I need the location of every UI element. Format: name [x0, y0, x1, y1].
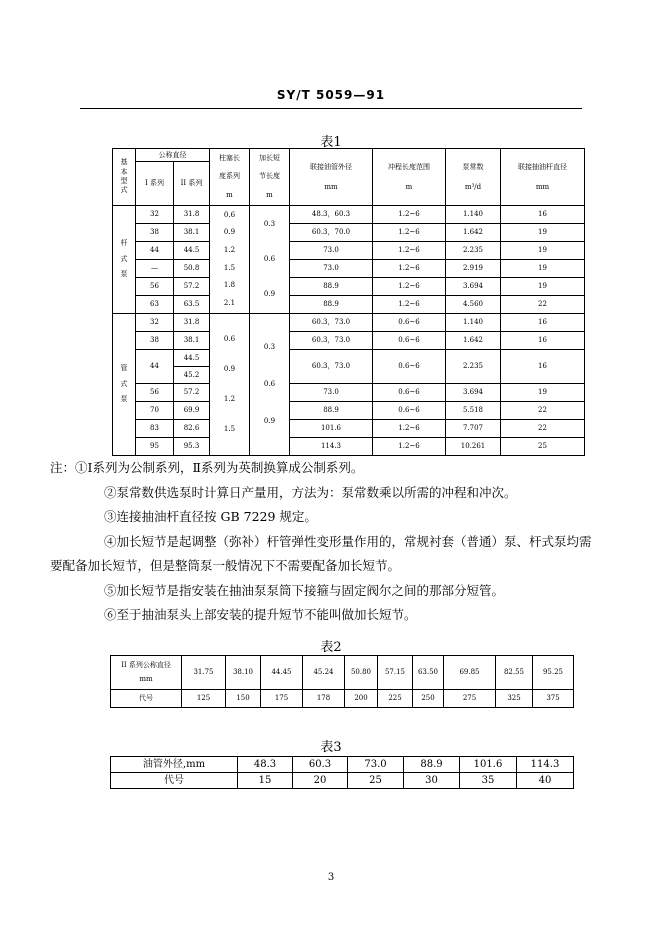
table3: [110, 756, 574, 789]
t1-head-plunger-length: 柱塞长 度系列 m: [210, 149, 250, 206]
table-row: 38 38.1 60.3，70.0 1.2~6 1.642 19: [113, 224, 585, 242]
header-rule: [80, 108, 582, 109]
t1-rod-extension-series: 0.3 0.6 0.9: [250, 206, 290, 314]
document-number: SY/T 5059—91: [276, 88, 386, 102]
t1-group-rod-label: 杆 式 泵: [113, 206, 136, 314]
t1-head-basic-type: 基 本 型 式: [113, 149, 136, 206]
table1: [112, 148, 585, 456]
t1-head-extension-length: 加长短 节长度 m: [250, 149, 290, 206]
t1-head-stroke-range: 冲程长度范围 m: [373, 149, 446, 206]
t1-tube-extension-series: 0.3 0.6 0.9: [250, 314, 290, 456]
table2: [110, 655, 574, 708]
note-2: ②泵常数供选泵时计算日产量用，方法为：泵常数乘以所需的冲程和冲次。: [104, 484, 517, 500]
table-row: 95 95.3 114.3 1.2~6 10.261 25: [113, 438, 585, 456]
table-row: 管 式 泵 32 31.8 0.6 0.9 1.2 1.5 0.3 0.6 0.9 60.3，73.0 0.6~6 1.140 16: [113, 314, 585, 332]
table-row: 44 44.5 73.0 1.2~6 2.235 19: [113, 242, 585, 260]
t3-row2-label: 代号: [111, 773, 238, 789]
table-row: 油管外径,mm 48.3 60.3 73.0 88.9 101.6 114.3: [111, 757, 574, 773]
t1-head-series2: II 系列: [174, 162, 210, 206]
table-row: 38 38.1 60.3，73.0 0.6~6 1.642 16: [113, 332, 585, 350]
page-number: 3: [327, 872, 335, 883]
table-row: 44 44.5 60.3，73.0 0.6~6 2.235 16: [113, 350, 585, 367]
notes-block: [50, 456, 595, 628]
table-row: 56 57.2 88.9 1.2~6 3.694 19: [113, 278, 585, 296]
table-row: 63 63.5 88.9 1.2~6 4.560 22: [113, 296, 585, 314]
t1-head-pump-constant: 泵常数 m³/d: [446, 149, 501, 206]
table-row: — 50.8 73.0 1.2~6 2.919 19: [113, 260, 585, 278]
table-row: II 系列公称直径 mm 31.75 38.10 44.45 45.24 50.80 57.15 63.50 69.85 82.55 95.25: [111, 656, 574, 690]
t1-head-tubing-od: 联接油管外径 mm: [290, 149, 373, 206]
table-row: 70 69.9 88.9 0.6~6 5.518 22: [113, 402, 585, 420]
table-row: 杆 式 泵 32 31.8 0.6 0.9 1.2 1.5 1.8 2.1 0.3 0.6 0.9 48.3，60.3 1.2~6 1.140 16: [113, 206, 585, 224]
t1-tube-plunger-series: 0.6 0.9 1.2 1.5: [210, 314, 250, 456]
t3-row1-label: 油管外径,mm: [111, 757, 238, 773]
t1-head-nominal-diameter: 公称直径: [136, 149, 210, 162]
table-row: 56 57.2 73.0 0.6~6 3.694 19: [113, 384, 585, 402]
table3-caption: 表3: [320, 740, 342, 755]
table-row: 45.2: [113, 367, 585, 384]
t2-row2-label: 代号: [111, 690, 182, 708]
t1-rod-plunger-series: 0.6 0.9 1.2 1.5 1.8 2.1: [210, 206, 250, 314]
table-row: 代号 15 20 25 30 35 40: [111, 773, 574, 789]
note-4: ④加长短节是起调整（弥补）杆管弹性变形量作用的，常规衬套（普通）泵、杆式泵均需要配备加长短节，但是整筒泵一般情况下不需要配备加长短节。: [50, 533, 592, 573]
t1-head-series1: I 系列: [136, 162, 174, 206]
table-row: 代号 125 150 175 178 200 225 250 275 325 375: [111, 690, 574, 708]
note-5: ⑤加长短节是指安装在抽油泵泵筒下接箍与固定阀尔之间的那部分短管。: [104, 582, 505, 598]
note-3: ③连接抽油杆直径按 GB 7229 规定。: [104, 509, 317, 524]
t1-head-rod-diameter: 联接抽油杆直径 mm: [501, 149, 585, 206]
note-6: ⑥至于抽油泵头上部安装的提升短节不能叫做加长短节。: [104, 607, 417, 622]
t1-group-tube-label: 管 式 泵: [113, 314, 136, 456]
note-1: 注：①Ⅰ系列为公制系列，Ⅱ系列为英制换算成公制系列。: [50, 460, 364, 475]
table-row: 83 82.6 101.6 1.2~6 7.707 22: [113, 420, 585, 438]
table2-caption: 表2: [320, 640, 342, 655]
t2-row1-label: II 系列公称直径 mm: [111, 656, 182, 690]
table1-caption: 表1: [320, 135, 342, 150]
